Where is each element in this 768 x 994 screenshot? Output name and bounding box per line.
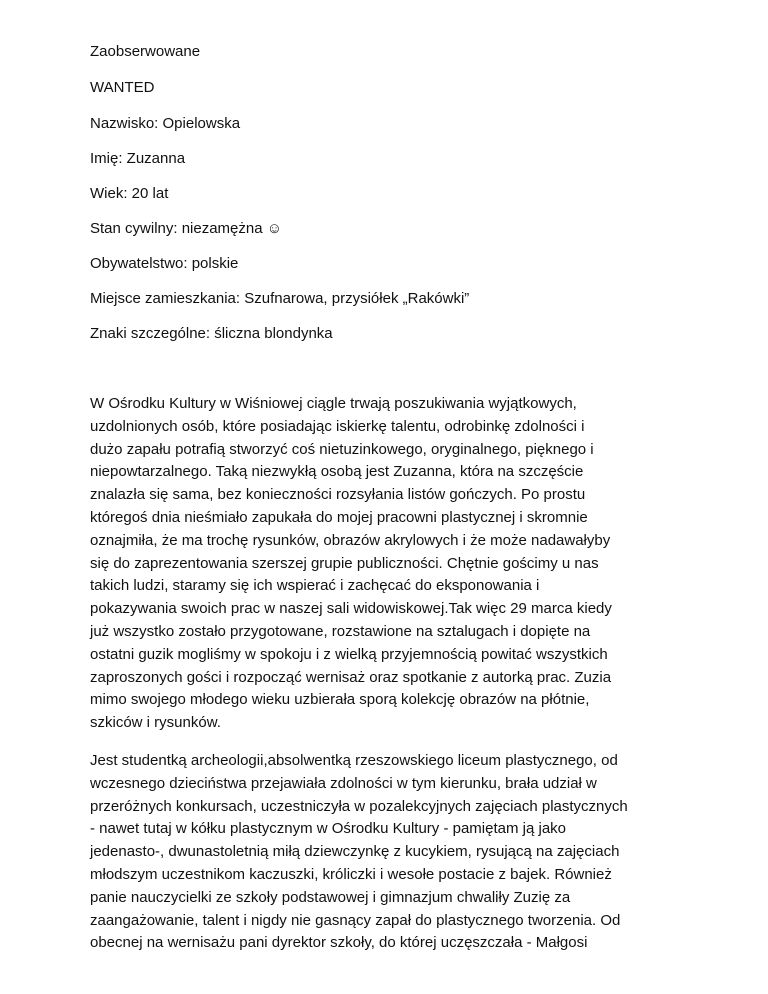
paragraph-line: przeróżnych konkursach, uczestniczyła w pozalekcyjnych zajęciach plastycznych [90,797,628,815]
paragraph-line: zaproszonych gości i rozpocząć wernisaż oraz spotkanie z autorką prac. Zuzia [90,668,612,686]
age-line: Wiek: 20 lat [90,185,169,202]
paragraph-line: - nawet tutaj w kółku plastycznym w Ośrodku Kultury - pamiętam ją jako [90,820,567,838]
first-name-line: Imię: Zuzanna [90,150,186,167]
doc-heading: Zaobserwowane [90,43,201,60]
paragraph-line: dużo zapału potrafią stworzyć coś nietuzinkowego, oryginalnego, pięknego i [90,440,594,458]
paragraph-line: któregoś dnia nieśmiało zapukała do mojej pracowni plastycznej i skromnie [90,508,588,526]
surname-line: Nazwisko: Opielowska [90,115,241,132]
paragraph-line: już wszystko zostało przygotowane, rozstawione na sztalugach i dopięte na [90,622,591,640]
paragraph-line: młodszym uczestnikom kaczuszki, króliczki i wesołe postacie z bajek. Również [90,865,612,883]
paragraph-line: uzdolnionych osób, które posiadając iskierkę talentu, odrobinkę zdolności i [90,417,585,435]
paragraph-line: jedenasto-, dwunastoletnią miłą dziewczynkę z kucykiem, rysującą na zajęciach [90,843,620,861]
paragraph-line: znalazła się sama, bez konieczności rozsyłania listów gończych. Po prostu [90,486,586,504]
paragraph-line: szkiców i rysunków. [90,714,221,732]
paragraph-line: Jest studentką archeologii,absolwentką rzeszowskiego liceum plastycznego, od [90,752,618,769]
paragraph-line: ostatni guzik mogliśmy w spokoju i z wielką przyjemnością powitać wszystkich [90,645,608,663]
paragraph-line: mimo swojego młodego wieku uzbierała sporą kolekcję obrazów na płótnie, [90,691,590,709]
paragraph-line: zaangażowanie, talent i nigdy nie gasnący zapał do plastycznego tworzenia. Od [90,911,621,929]
marital-status-line: Stan cywilny: niezamężna ☺ [90,220,283,237]
paragraph-line: takich ludzi, staramy się ich wspierać i zachęcać do eksponowania i [90,577,540,595]
paragraph-line: W Ośrodku Kultury w Wiśniowej ciągle trwają poszukiwania wyjątkowych, [90,395,577,412]
paragraph-line: się do zaprezentowania szerszej grupie publiczności. Chętnie gościmy u nas [90,554,599,572]
paragraph-line: obecnej na wernisażu pani dyrektor szkoły, do której uczęszczała - Małgosi [90,934,588,952]
paragraph-line: niepowtarzalnego. Taką niezwykłą osobą jest Zuzanna, która na szczęście [90,463,584,481]
paragraph-line: pokazywania swoich prac w naszej sali widowiskowej.Tak więc 29 marca kiedy [90,600,612,618]
paragraph-1 [90,393,690,735]
paragraph-line: oznajmiła, że ma trochę rysunków, obrazów akrylowych i że może nadawałyby [90,531,611,549]
paragraph-line: panie nauczycielki ze szkoły podstawowej i gimnazjum chwaliły Zuzię za [90,888,571,906]
paragraph-line: wczesnego dzieciństwa przejawiała zdolności w tym kierunku, brała udział w [90,774,597,792]
wanted-heading: WANTED [90,79,155,96]
residence-line: Miejsce zamieszkania: Szufnarowa, przysiółek „Rakówki” [90,290,470,307]
citizenship-line: Obywatelstwo: polskie [90,255,239,272]
paragraph-2 [90,750,690,955]
distinguishing-marks-line: Znaki szczególne: śliczna blondynka [90,325,333,342]
